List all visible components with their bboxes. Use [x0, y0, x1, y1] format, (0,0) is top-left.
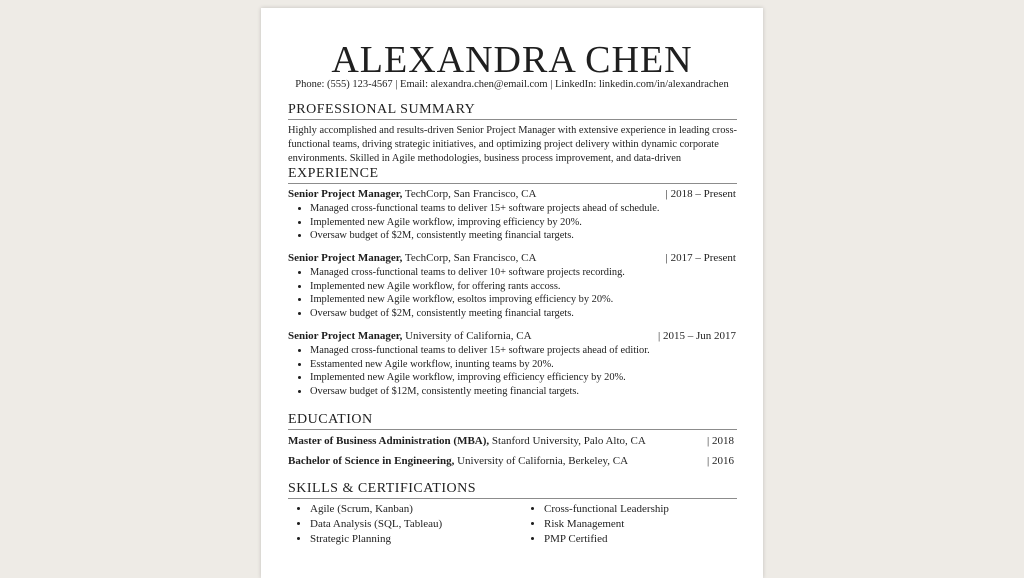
job-dates: | 2015 – Jun 2017 [658, 330, 736, 342]
skills-left-column [288, 502, 442, 547]
skill-item: • Cross-functional Leadership [544, 502, 669, 517]
summary-heading: PROFESSIONAL SUMMARY [288, 101, 737, 120]
skill-item: • PMP Certified [544, 532, 669, 547]
education-entry [288, 434, 734, 448]
skill-item: • Risk Management [544, 517, 669, 532]
job-bullet: • Managed cross-functional teams to deliver 10+ software projects recording. [310, 266, 736, 280]
graduation-year: | 2016 [707, 455, 734, 467]
contact-line: Phone: (555) 123-4567 | Email: alexandra.chen@email.com | LinkedIn: linkedin.com/in/alexandrachen [295, 79, 729, 90]
school: Stanford University, Palo Alto, CA [489, 435, 646, 447]
summary-text: Highly accomplished and results-driven Senior Project Manager with extensive experience in leading cross-functional teams, driving strategic initiatives, and optimizing project delivery within dynamic corporate environments. Skilled in Agile methodologies, business process improvement, and data-driven [288, 125, 737, 164]
job-entry [288, 251, 736, 320]
degree: Bachelor of Science in Engineering, [288, 455, 455, 467]
job-entry [288, 187, 736, 243]
job-bullet: • Oversaw budget of $2M, consistently meeting financial targets. [310, 307, 736, 321]
skill-item: • Agile (Scrum, Kanban) [310, 502, 442, 517]
education-entry [288, 454, 734, 468]
job-bullets [288, 266, 736, 320]
job-employer: TechCorp, San Francisco, CA [402, 252, 537, 264]
degree: Master of Business Administration (MBA), [288, 435, 490, 447]
job-header [288, 329, 736, 343]
job-bullet: • Implemented new Agile workflow, esoltos improving efficiency by 20%. [310, 293, 736, 307]
job-bullet: • Implemented new Agile workflow, improving efficiency by 20%. [310, 216, 736, 230]
job-dates: | 2017 – Present [665, 252, 736, 264]
job-title: Senior Project Manager, [288, 252, 403, 264]
job-header [288, 187, 736, 201]
job-title: Senior Project Manager, [288, 330, 403, 342]
job-bullet: • Implemented new Agile workflow, improving efficiency efficiency by 20%. [310, 371, 736, 385]
job-bullet: • Esstamented new Agile workflow, inunting teams by 20%. [310, 358, 736, 372]
graduation-year: | 2018 [707, 435, 734, 447]
job-employer: TechCorp, San Francisco, CA [402, 188, 537, 200]
job-bullet: • Oversaw budget of $12M, consistently meeting financial targets. [310, 385, 736, 399]
skill-item: • Strategic Planning [310, 532, 442, 547]
job-bullet: • Managed cross-functional teams to deliver 15+ software projects ahead of schedule. [310, 202, 736, 216]
candidate-name: ALEXANDRA CHEN [331, 39, 693, 81]
resume-page [261, 8, 763, 578]
job-bullet: • Implemented new Agile workflow, for offering rants accoss. [310, 280, 736, 294]
job-dates: | 2018 – Present [665, 188, 736, 200]
experience-heading: EXPERIENCE [288, 165, 737, 184]
job-title: Senior Project Manager, [288, 188, 403, 200]
job-employer: University of California, CA [402, 330, 532, 342]
skills-heading: SKILLS & CERTIFICATIONS [288, 480, 737, 499]
job-header [288, 251, 736, 265]
skill-item: • Data Analysis (SQL, Tableau) [310, 517, 442, 532]
school: University of California, Berkeley, CA [454, 455, 629, 467]
education-heading: EDUCATION [288, 411, 737, 430]
skills-right-column [522, 502, 669, 547]
job-bullets [288, 344, 736, 398]
job-bullets [288, 202, 736, 243]
job-entry [288, 329, 736, 398]
job-bullet: • Managed cross-functional teams to deliver 15+ software projects ahead of editior. [310, 344, 736, 358]
job-bullet: • Oversaw budget of $2M, consistently meeting financial targets. [310, 229, 736, 243]
